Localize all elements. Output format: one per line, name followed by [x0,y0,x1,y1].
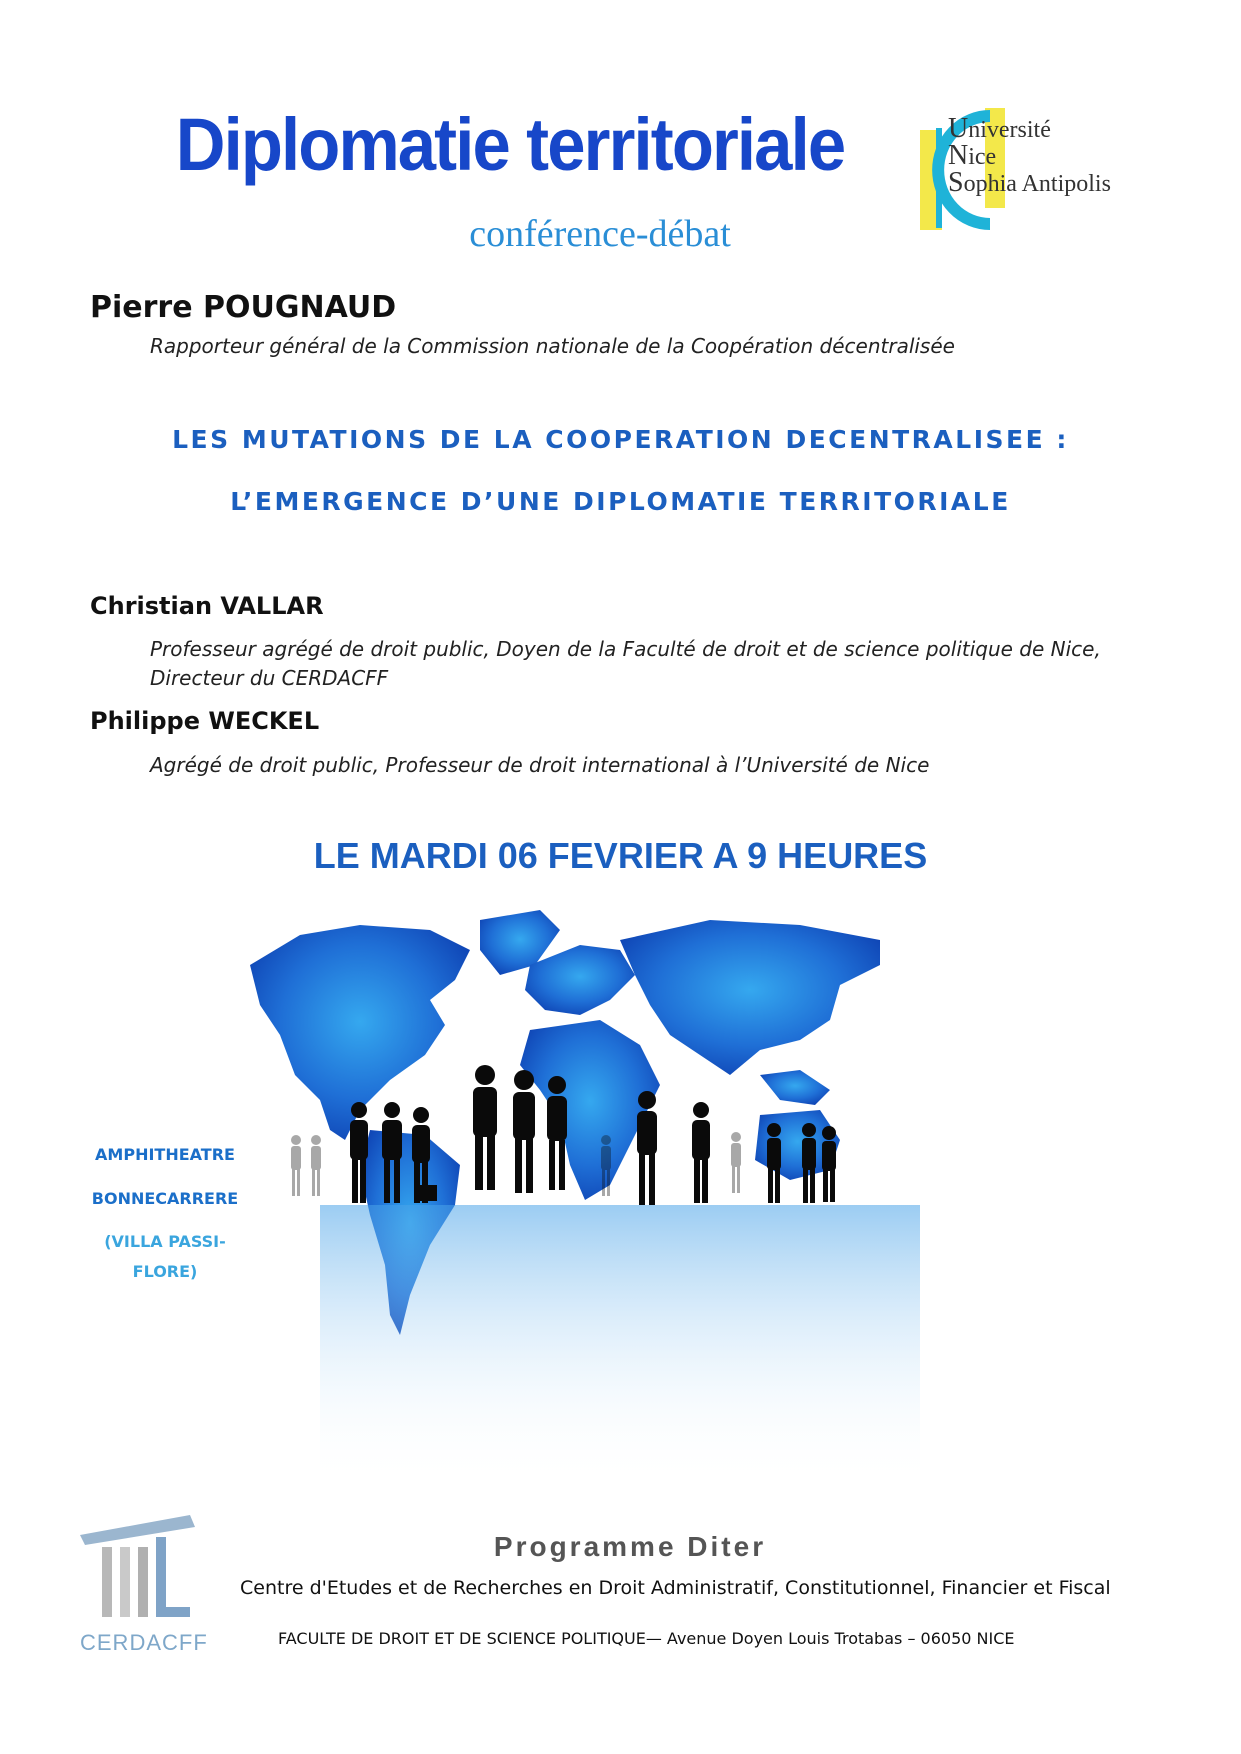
faculty-address: FACULTE DE DROIT ET DE SCIENCE POLITIQUE— Avenue Doyen Louis Trotabas – 06050 NICE [278,1629,1015,1648]
programme-title: Programme Diter [493,1531,767,1562]
se-asia-shape [760,1070,830,1105]
topic-line-1: LES MUTATIONS DE LA COOPERATION DECENTRALISEE : [172,425,1069,454]
page-title: Diplomatie territoriale [175,103,845,186]
speaker-name-weckel: Philippe WECKEL [90,707,320,735]
cerdacff-logo [80,1515,208,1655]
research-centre-name: Centre d'Etudes et de Recherches en Droit Administratif, Constitutionnel, Financier et Fiscal [240,1577,1111,1599]
speaker-role-weckel: Agrégé de droit public, Professeur de droit international à l’Université de Nice [150,753,930,777]
page-subtitle: conférence-débat [469,213,731,255]
cerdacff-label: CERDACFF [80,1630,208,1655]
asia-shape [620,920,880,1075]
speaker-name-vallar: Christian VALLAR [90,592,324,620]
university-logo [920,108,1120,233]
world-map-illustration [240,905,1000,1485]
topic-line-2: L’EMERGENCE D’UNE DIPLOMATIE TERRITORIALE [230,487,1011,516]
speaker-role-vallar: Professeur agrégé de droit public, Doyen de la Faculté de droit et de science politique de Nice, Directeur du CERDACFF [150,637,1101,690]
venue-block: AMPHITHEATRE BONNECARRERE (VILLA PASSI- FLORE) [91,1145,239,1281]
cerdacff-columns-icon [80,1515,200,1625]
university-name: Université Nice Sophia Antipolis [948,113,1111,198]
main-speaker-role: Rapporteur général de la Commission nationale de la Coopération décentralisée [150,334,955,358]
main-speaker-name: Pierre POUGNAUD [90,290,397,325]
event-date: LE MARDI 06 FEVRIER A 9 HEURES [313,835,928,876]
